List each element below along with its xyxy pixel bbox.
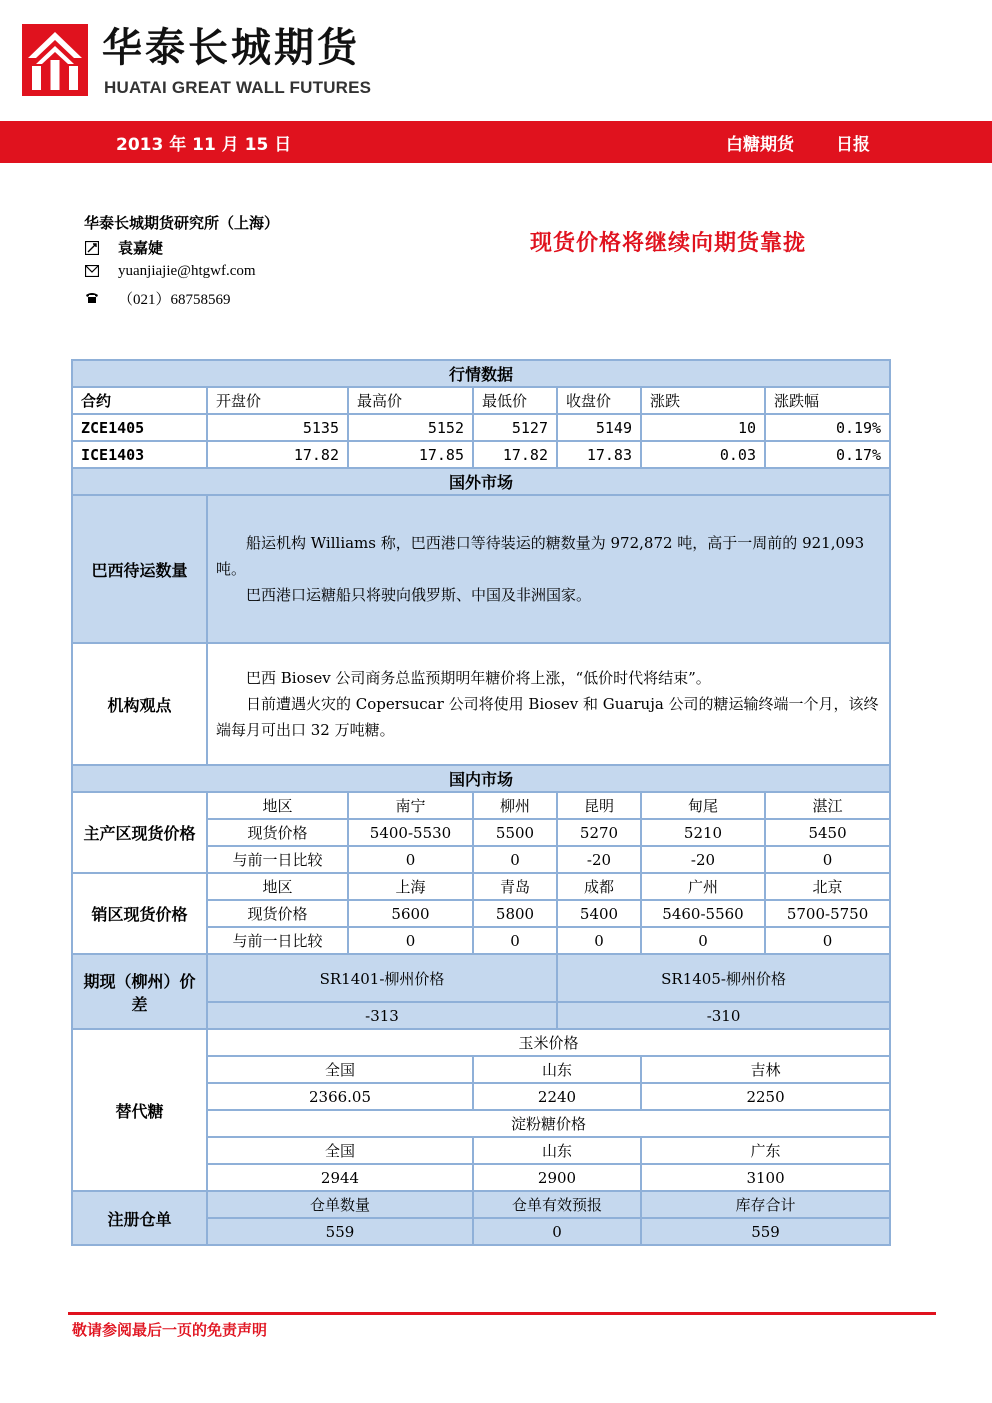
report-table xyxy=(71,359,891,1246)
table-cell: 山东 xyxy=(473,1137,641,1164)
brand-name-en: HUATAI GREAT WALL FUTURES xyxy=(104,78,372,97)
table-cell: 吉林 xyxy=(641,1056,890,1083)
table-cell: 上海 xyxy=(348,873,473,900)
brazil-label: 巴西待运数量 xyxy=(72,495,207,643)
brazil-text xyxy=(207,495,890,643)
basis-value: -310 xyxy=(557,1002,890,1029)
table-row xyxy=(72,414,890,441)
basis-header: SR1405-柳州价格 xyxy=(557,954,890,1002)
table-cell: 2944 xyxy=(207,1164,473,1191)
table-cell: 青岛 xyxy=(473,873,557,900)
contract-name: ICE1403 xyxy=(72,441,207,468)
table-cell: 仓单有效预报 xyxy=(473,1191,641,1218)
basis-label: 期现（柳州）价差 xyxy=(72,954,207,1029)
table-cell: 0 xyxy=(473,846,557,873)
brazil-paragraph: 船运机构 Williams 称，巴西港口等待装运的糖数量为 972,872 吨，高于一周前的 921,093 吨。 xyxy=(216,534,865,578)
change-pct: 0.17% xyxy=(765,441,890,468)
footer-divider xyxy=(68,1312,936,1315)
starch-title: 淀粉糖价格 xyxy=(207,1110,890,1137)
table-cell: 成都 xyxy=(557,873,641,900)
table-cell: 559 xyxy=(641,1218,890,1245)
table-cell: 山东 xyxy=(473,1056,641,1083)
table-cell: 广东 xyxy=(641,1137,890,1164)
col-header: 最高价 xyxy=(348,387,473,414)
section-foreign-title: 国外市场 xyxy=(72,468,890,495)
market-header-row xyxy=(72,387,890,414)
table-cell: 仓单数量 xyxy=(207,1191,473,1218)
col-header: 开盘价 xyxy=(207,387,348,414)
section-domestic-title: 国内市场 xyxy=(72,765,890,792)
col-header: 涨跌 xyxy=(641,387,765,414)
table-cell: 2366.05 xyxy=(207,1083,473,1110)
table-cell: 5800 xyxy=(473,900,557,927)
table-cell: 现货价格 xyxy=(207,900,348,927)
table-cell: 地区 xyxy=(207,873,348,900)
col-header: 收盘价 xyxy=(557,387,641,414)
report-headline: 现货价格将继续向期货靠拢 xyxy=(530,230,807,256)
table-cell: 5400 xyxy=(557,900,641,927)
table-cell: 2900 xyxy=(473,1164,641,1191)
table-cell: 昆明 xyxy=(557,792,641,819)
basis-header: SR1401-柳州价格 xyxy=(207,954,557,1002)
sales-label: 销区现货价格 xyxy=(72,873,207,954)
open-price: 17.82 xyxy=(207,441,348,468)
low-price: 17.82 xyxy=(473,441,557,468)
table-cell: 5270 xyxy=(557,819,641,846)
table-cell: 与前一日比较 xyxy=(207,846,348,873)
view-label: 机构观点 xyxy=(72,643,207,765)
institute-name: 华泰长城期货研究所（上海） xyxy=(84,214,280,232)
edit-icon xyxy=(84,241,100,255)
table-cell: 全国 xyxy=(207,1137,473,1164)
table-cell: 库存合计 xyxy=(641,1191,890,1218)
close-price: 17.83 xyxy=(557,441,641,468)
table-cell: 0 xyxy=(765,927,890,954)
corn-title: 玉米价格 xyxy=(207,1029,890,1056)
section-market-title: 行情数据 xyxy=(72,360,890,387)
table-cell: 5450 xyxy=(765,819,890,846)
table-cell: 柳州 xyxy=(473,792,557,819)
table-cell: -20 xyxy=(641,846,765,873)
table-cell: 0 xyxy=(348,846,473,873)
author-row xyxy=(84,237,163,258)
table-cell: 甸尾 xyxy=(641,792,765,819)
table-cell: 5400-5530 xyxy=(348,819,473,846)
table-cell: 559 xyxy=(207,1218,473,1245)
table-cell: 南宁 xyxy=(348,792,473,819)
table-cell: 5600 xyxy=(348,900,473,927)
table-cell: 0 xyxy=(641,927,765,954)
table-cell: 全国 xyxy=(207,1056,473,1083)
table-cell: 现货价格 xyxy=(207,819,348,846)
close-price: 5149 xyxy=(557,414,641,441)
report-date: 2013 年 11 月 15 日 xyxy=(116,135,292,155)
table-cell: 5460-5560 xyxy=(641,900,765,927)
report-type: 日报 xyxy=(836,135,870,155)
table-row xyxy=(72,441,890,468)
substitute-label: 替代糖 xyxy=(72,1029,207,1191)
col-header: 涨跌幅 xyxy=(765,387,890,414)
table-cell: 2240 xyxy=(473,1083,641,1110)
disclaimer-note: 敬请参阅最后一页的免责声明 xyxy=(72,1321,268,1339)
table-cell: 2250 xyxy=(641,1083,890,1110)
basis-value: -313 xyxy=(207,1002,557,1029)
author-name: 袁嘉婕 xyxy=(118,239,164,257)
phone-icon xyxy=(84,292,100,306)
table-cell: 广州 xyxy=(641,873,765,900)
view-paragraph: 日前遭遇火灾的 Copersucar 公司将使用 Biosev 和 Guaruja 公司的糖运输终端一个月，该终端每月可出口 32 万吨糖。 xyxy=(216,695,879,739)
report-category: 白糖期货 xyxy=(726,135,794,155)
table-cell: 地区 xyxy=(207,792,348,819)
phone-row xyxy=(84,288,231,309)
high-price: 5152 xyxy=(348,414,473,441)
table-cell: 5500 xyxy=(473,819,557,846)
col-header: 最低价 xyxy=(473,387,557,414)
table-cell: 0 xyxy=(557,927,641,954)
low-price: 5127 xyxy=(473,414,557,441)
author-email[interactable]: yuanjiajie@htgwf.com xyxy=(118,263,256,279)
high-price: 17.85 xyxy=(348,441,473,468)
open-price: 5135 xyxy=(207,414,348,441)
warehouse-label: 注册仓单 xyxy=(72,1191,207,1245)
production-label: 主产区现货价格 xyxy=(72,792,207,873)
col-header: 合约 xyxy=(72,387,207,414)
table-cell: 0 xyxy=(473,927,557,954)
table-cell: 0 xyxy=(348,927,473,954)
view-text xyxy=(207,643,890,765)
table-cell: 0 xyxy=(765,846,890,873)
table-cell: 5210 xyxy=(641,819,765,846)
author-phone: （021）68758569 xyxy=(118,292,231,308)
view-paragraph: 巴西 Biosev 公司商务总监预期明年糖价将上涨，“低价时代将结束”。 xyxy=(246,669,711,687)
change-pct: 0.19% xyxy=(765,414,890,441)
envelope-icon xyxy=(84,265,100,279)
email-row xyxy=(84,263,256,280)
table-cell: 5700-5750 xyxy=(765,900,890,927)
company-logo xyxy=(22,24,88,96)
table-cell: 湛江 xyxy=(765,792,890,819)
table-cell: 3100 xyxy=(641,1164,890,1191)
change: 10 xyxy=(641,414,765,441)
contract-name: ZCE1405 xyxy=(72,414,207,441)
brazil-paragraph: 巴西港口运糖船只将驶向俄罗斯、中国及非洲国家。 xyxy=(246,586,592,604)
change: 0.03 xyxy=(641,441,765,468)
table-cell: 0 xyxy=(473,1218,641,1245)
table-cell: 与前一日比较 xyxy=(207,927,348,954)
table-cell: -20 xyxy=(557,846,641,873)
brand-name-cn: 华泰长城期货 xyxy=(102,25,360,71)
table-cell: 北京 xyxy=(765,873,890,900)
